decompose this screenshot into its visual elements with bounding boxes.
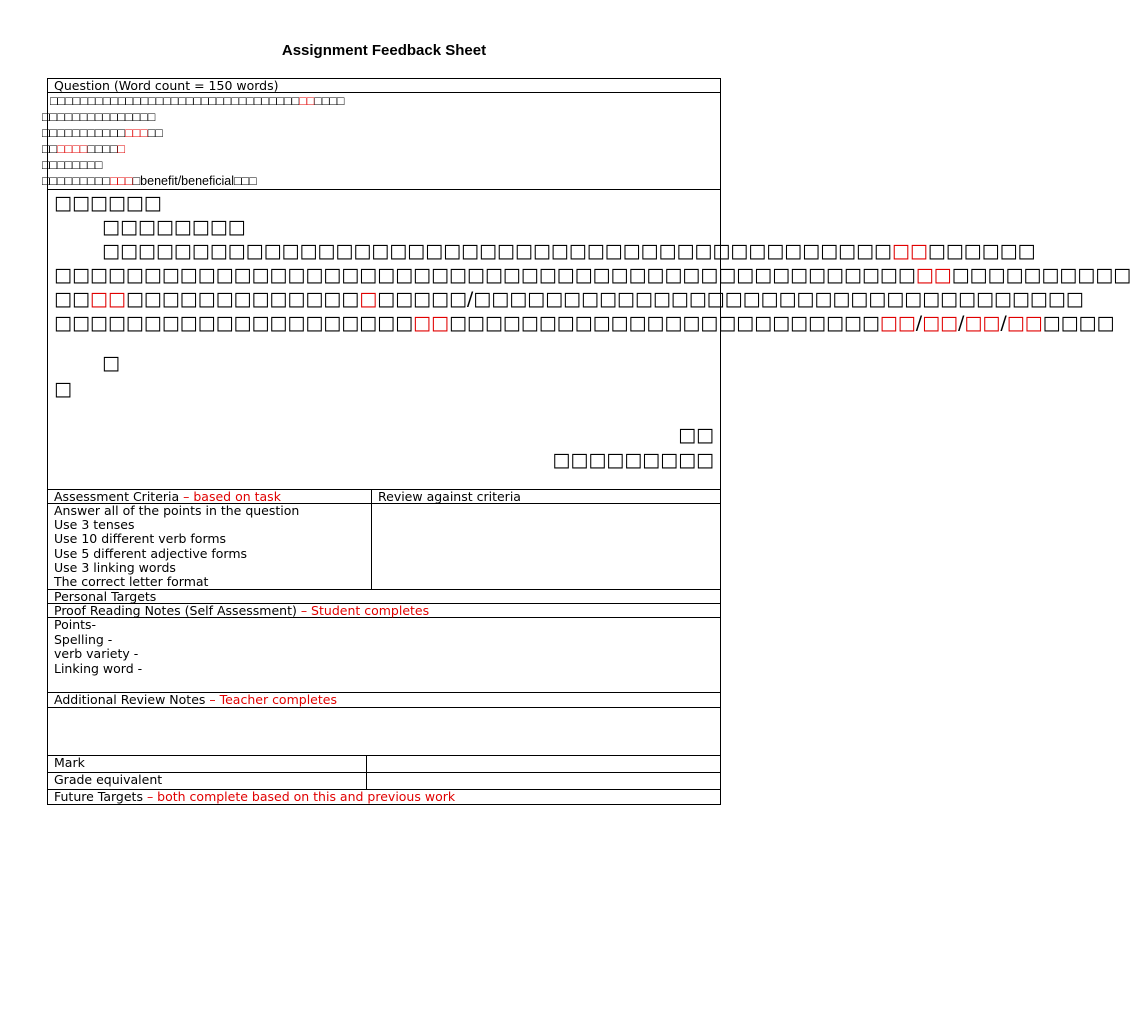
- highlighted-text: □: [117, 142, 126, 156]
- highlighted-text: □□: [89, 288, 126, 310]
- criteria-item: Use 3 tenses: [54, 517, 135, 533]
- text-segment: □□□□□/□□□□□□□□□□□□□□□□□□□□□□□□□□□□□□□□□□: [377, 288, 1084, 310]
- page-title: Assignment Feedback Sheet: [281, 42, 487, 59]
- highlighted-text: □□: [922, 312, 959, 334]
- text-segment: □□□□□□□□□□□□□□□: [42, 110, 156, 124]
- highlighted-text: □□: [879, 312, 916, 334]
- teacher-notes-box[interactable]: [48, 708, 720, 756]
- answer-line: [54, 311, 1114, 335]
- highlighted-text: □□: [1006, 312, 1043, 334]
- question-line: [42, 110, 155, 125]
- text-segment: □□□□: [314, 94, 345, 108]
- text-segment: □□: [54, 288, 90, 310]
- mark-value-cell[interactable]: [367, 756, 720, 772]
- highlighted-text: □□: [964, 312, 1001, 334]
- criteria-header-note: – based on task: [179, 489, 281, 504]
- question-line: [42, 174, 257, 189]
- text-segment: /: [1000, 312, 1007, 334]
- text-segment: □□□□□□□□□□□: [42, 126, 126, 140]
- criteria-header-row: [48, 490, 720, 504]
- text-segment: □□□□□□□□□: [552, 449, 714, 471]
- text-segment: /: [958, 312, 965, 334]
- future-targets-note: – both complete based on this and previous work: [142, 789, 456, 804]
- text-segment: □benefit/beneficial□□□: [132, 174, 257, 188]
- proof-reading-header: Proof Reading Notes (Self Assessment) – Student completes: [54, 603, 430, 618]
- text-segment: /: [915, 312, 923, 334]
- future-targets-row: [48, 790, 720, 804]
- future-targets-header: Future Targets – both complete based on this and previous work: [54, 789, 456, 804]
- text-segment: □□: [42, 142, 58, 156]
- answer-line: [54, 287, 1084, 311]
- additional-review-header-row: [48, 693, 720, 708]
- additional-review-header: Additional Review Notes – Teacher completes: [54, 692, 337, 707]
- mark-row: [48, 756, 720, 773]
- additional-review-note: – Teacher completes: [205, 692, 337, 707]
- text-segment: □□□□□□□□□□□□□□□□□□□□: [54, 312, 414, 334]
- student-answer: [48, 190, 1131, 490]
- answer-line: [54, 191, 162, 215]
- highlighted-text: □□: [915, 264, 952, 286]
- question-line: [42, 158, 102, 173]
- criteria-list: [48, 504, 372, 589]
- answer-signature: [552, 448, 714, 472]
- question-line: [42, 142, 125, 157]
- highlighted-text: □□□: [109, 174, 133, 188]
- answer-line: [102, 239, 1036, 263]
- text-segment: □□□□: [87, 142, 118, 156]
- text-segment: □: [54, 378, 72, 400]
- question-header-row: [48, 79, 720, 93]
- proof-item: Linking word -: [54, 660, 143, 676]
- question-line: [42, 126, 163, 141]
- text-segment: □□□□□□□□□□□□□□□□□□□□□□□□□□□□□□□□□□□□□□□□□□□□: [102, 240, 892, 262]
- text-segment: □□□□□□□□□: [42, 174, 110, 188]
- criteria-item: Use 10 different verb forms: [54, 531, 227, 547]
- text-segment: □□□□□□□□□□□□□: [125, 288, 360, 310]
- proof-reading-note: – Student completes: [296, 603, 430, 618]
- highlighted-text: □□: [299, 94, 315, 108]
- criteria-item: The correct letter format: [54, 574, 209, 590]
- answer-signoff: [678, 423, 714, 447]
- criteria-item: Use 5 different adjective forms: [54, 545, 248, 561]
- text-segment: □□□□□□□□: [102, 216, 246, 238]
- grade-label: Grade equivalent: [48, 773, 367, 789]
- criteria-item: Answer all of the points in the question: [54, 503, 300, 518]
- highlighted-text: □□: [413, 312, 449, 334]
- proof-reading-body[interactable]: [48, 618, 720, 693]
- criteria-body-row: [48, 504, 720, 590]
- personal-targets-label: Personal Targets: [54, 589, 157, 604]
- criteria-item: Use 3 linking words: [54, 559, 176, 575]
- highlighted-text: □□□□: [57, 142, 88, 156]
- proof-item: Points-: [54, 617, 97, 632]
- text-segment: □: [102, 352, 120, 374]
- text-segment: □□□□□□: [54, 192, 162, 214]
- highlighted-text: □□□: [125, 126, 148, 140]
- review-header: Review against criteria: [378, 489, 521, 504]
- text-segment: □□□□□□□□□□: [951, 264, 1131, 286]
- grade-value-cell[interactable]: [367, 773, 720, 789]
- answer-line: [54, 263, 1131, 287]
- proof-reading-header-row: [48, 604, 720, 618]
- highlighted-text: □: [359, 288, 378, 310]
- text-segment: □□□□□□□□: [42, 158, 103, 172]
- text-segment: □□: [678, 424, 714, 446]
- text-segment: □□□□□□: [927, 240, 1036, 262]
- answer-line: [102, 215, 246, 239]
- question-line: [50, 94, 344, 109]
- text-segment: □□□□□□□□□□□□□□□□□□□□□□□□: [448, 312, 880, 334]
- proof-item: verb variety -: [54, 646, 139, 661]
- review-cell[interactable]: [372, 504, 720, 589]
- answer-line: [54, 377, 72, 401]
- question-body: [42, 93, 720, 190]
- answer-line: [102, 351, 120, 375]
- personal-targets-row: [48, 590, 720, 604]
- text-segment: □□□□□□□□□□□□□□□□□□□□□□□□□□□□□□□□□: [50, 94, 300, 108]
- text-segment: □□: [147, 126, 163, 140]
- text-segment: □□□□: [1042, 312, 1115, 334]
- grade-row: [48, 773, 720, 790]
- mark-label: Mark: [48, 756, 367, 772]
- text-segment: □□□□□□□□□□□□□□□□□□□□□□□□□□□□□□□□□□□□□□□□□□□□□□□□: [54, 264, 916, 286]
- feedback-table: [42, 78, 1131, 805]
- highlighted-text: □□: [891, 240, 928, 262]
- criteria-header: Assessment Criteria – based on task: [48, 490, 372, 503]
- question-header: Question (Word count = 150 words): [54, 78, 279, 93]
- proof-item: Spelling -: [54, 631, 113, 647]
